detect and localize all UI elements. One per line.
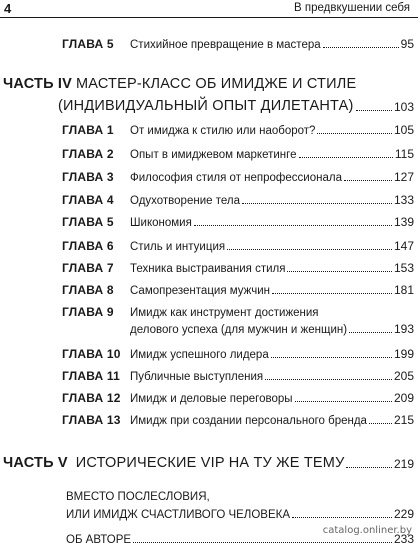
chapter-label: ГЛАВА 5 bbox=[62, 37, 114, 51]
page-ref: 147 bbox=[393, 239, 414, 253]
chapter-title: Имидж и деловые переговоры bbox=[130, 393, 293, 405]
toc-entry[interactable] bbox=[62, 391, 414, 405]
page-ref: 115 bbox=[394, 147, 414, 161]
toc-entry[interactable] bbox=[62, 123, 414, 137]
dot-leader bbox=[349, 332, 392, 333]
toc-entry[interactable] bbox=[62, 147, 414, 161]
dot-leader bbox=[344, 180, 392, 181]
page-ref: 193 bbox=[393, 322, 414, 336]
dot-leader bbox=[346, 467, 391, 468]
toc-entry[interactable] bbox=[62, 170, 414, 184]
about-author-title: ОБ АВТОРЕ bbox=[66, 534, 132, 546]
chapter-title: Имидж при создании персонального бренда bbox=[130, 415, 367, 427]
dot-leader bbox=[295, 401, 392, 402]
page-ref: 233 bbox=[393, 532, 414, 546]
dot-leader bbox=[194, 225, 392, 226]
chapter-label: ГЛАВА 10 bbox=[62, 347, 121, 361]
chapter-title: Одухотворение тела bbox=[130, 195, 240, 207]
page-ref: 209 bbox=[393, 391, 414, 405]
chapter-label: ГЛАВА 11 bbox=[62, 369, 120, 383]
chapter-title-continuation: делового успеха (для мужчин и женщин) bbox=[130, 324, 348, 336]
toc-entry[interactable] bbox=[62, 239, 414, 253]
part-title: МАСТЕР-КЛАСС ОБ ИМИДЖЕ И СТИЛЕ bbox=[76, 76, 357, 92]
toc-entry[interactable] bbox=[62, 261, 414, 275]
toc-entry[interactable] bbox=[62, 369, 414, 383]
chapter-label: ГЛАВА 12 bbox=[62, 391, 121, 405]
afterword-title: ВМЕСТО ПОСЛЕСЛОВИЯ, bbox=[66, 491, 210, 503]
toc-entry[interactable] bbox=[62, 215, 414, 229]
chapter-title: Опыт в имиджевом маркетинге bbox=[130, 149, 297, 161]
header-rule bbox=[0, 17, 418, 18]
chapter-label: ГЛАВА 8 bbox=[62, 283, 114, 297]
toc-entry[interactable] bbox=[66, 491, 414, 503]
toc-entry[interactable] bbox=[62, 305, 414, 319]
dot-leader bbox=[242, 203, 392, 204]
page-ref: 215 bbox=[393, 413, 414, 427]
part-heading[interactable] bbox=[3, 76, 414, 92]
chapter-label: ГЛАВА 4 bbox=[62, 193, 114, 207]
part-subtitle: (ИНДИВИДУАЛЬНЫЙ ОПЫТ ДИЛЕТАНТА) bbox=[58, 98, 354, 114]
chapter-label: ГЛАВА 9 bbox=[62, 305, 114, 319]
chapter-label: ГЛАВА 6 bbox=[62, 239, 114, 253]
page-ref: 139 bbox=[393, 215, 414, 229]
watermark: catalog.onliner.by bbox=[322, 525, 412, 536]
page-ref: 105 bbox=[393, 123, 414, 137]
page-number: 4 bbox=[4, 1, 12, 16]
dot-leader bbox=[287, 271, 391, 272]
chapter-title: Стихийное превращение в мастера bbox=[130, 39, 321, 51]
part-label: ЧАСТЬ IV bbox=[3, 76, 73, 92]
dot-leader bbox=[271, 357, 392, 358]
dot-leader bbox=[299, 157, 393, 158]
toc-entry[interactable] bbox=[62, 413, 414, 427]
running-header bbox=[0, 0, 418, 18]
part-label: ЧАСТЬ V bbox=[3, 455, 68, 471]
page-ref: 133 bbox=[393, 193, 414, 207]
dot-leader bbox=[292, 517, 392, 518]
chapter-title: Философия стиля от непрофессионала bbox=[130, 172, 342, 184]
page-ref: 199 bbox=[393, 347, 414, 361]
toc-entry-continuation[interactable] bbox=[130, 322, 414, 336]
toc-entry[interactable] bbox=[62, 347, 414, 361]
page-ref: 103 bbox=[393, 100, 414, 114]
toc-entry[interactable] bbox=[62, 283, 414, 297]
page-ref: 181 bbox=[393, 283, 414, 297]
chapter-title: От имиджа к стилю или наоборот? bbox=[130, 125, 316, 137]
chapter-title: Техника выстраивания стиля bbox=[130, 263, 286, 275]
toc-entry-continuation[interactable] bbox=[66, 507, 414, 521]
chapter-label: ГЛАВА 3 bbox=[62, 170, 114, 184]
toc-entry[interactable] bbox=[62, 37, 414, 51]
dot-leader bbox=[265, 379, 392, 380]
page-ref: 127 bbox=[393, 170, 414, 184]
dot-leader bbox=[317, 133, 392, 134]
chapter-label: ГЛАВА 13 bbox=[62, 413, 121, 427]
page-ref: 153 bbox=[393, 261, 414, 275]
part-heading[interactable] bbox=[3, 455, 414, 471]
chapter-title: Стиль и интуиция bbox=[130, 241, 226, 253]
page-ref: 205 bbox=[393, 369, 414, 383]
chapter-label: ГЛАВА 7 bbox=[62, 261, 114, 275]
chapter-label: ГЛАВА 2 bbox=[62, 147, 114, 161]
chapter-title: Самопрезентация мужчин bbox=[130, 285, 270, 297]
running-title: В предвкушении себя bbox=[294, 2, 410, 14]
chapter-label: ГЛАВА 5 bbox=[62, 215, 114, 229]
page-ref: 219 bbox=[393, 457, 414, 471]
chapter-title: Имидж успешного лидера bbox=[130, 349, 269, 361]
dot-leader bbox=[356, 110, 392, 111]
page-ref: 229 bbox=[393, 507, 414, 521]
part-title: ИСТОРИЧЕСКИЕ VIP НА ТУ ЖЕ ТЕМУ bbox=[75, 455, 345, 471]
chapter-label: ГЛАВА 1 bbox=[62, 123, 114, 137]
dot-leader bbox=[133, 542, 392, 543]
page-ref: 95 bbox=[400, 37, 414, 51]
afterword-title-continuation: ИЛИ ИМИДЖ СЧАСТЛИВОГО ЧЕЛОВЕКА bbox=[66, 509, 290, 521]
chapter-title: Шикономия bbox=[130, 217, 192, 229]
part-heading-line2[interactable] bbox=[58, 98, 414, 114]
dot-leader bbox=[369, 423, 392, 424]
toc-entry[interactable] bbox=[62, 193, 414, 207]
dot-leader bbox=[323, 47, 399, 48]
chapter-title: Публичные выступления bbox=[130, 371, 264, 383]
chapter-title: Имидж как инструмент достижения bbox=[130, 307, 319, 319]
dot-leader bbox=[227, 249, 392, 250]
dot-leader bbox=[272, 293, 392, 294]
